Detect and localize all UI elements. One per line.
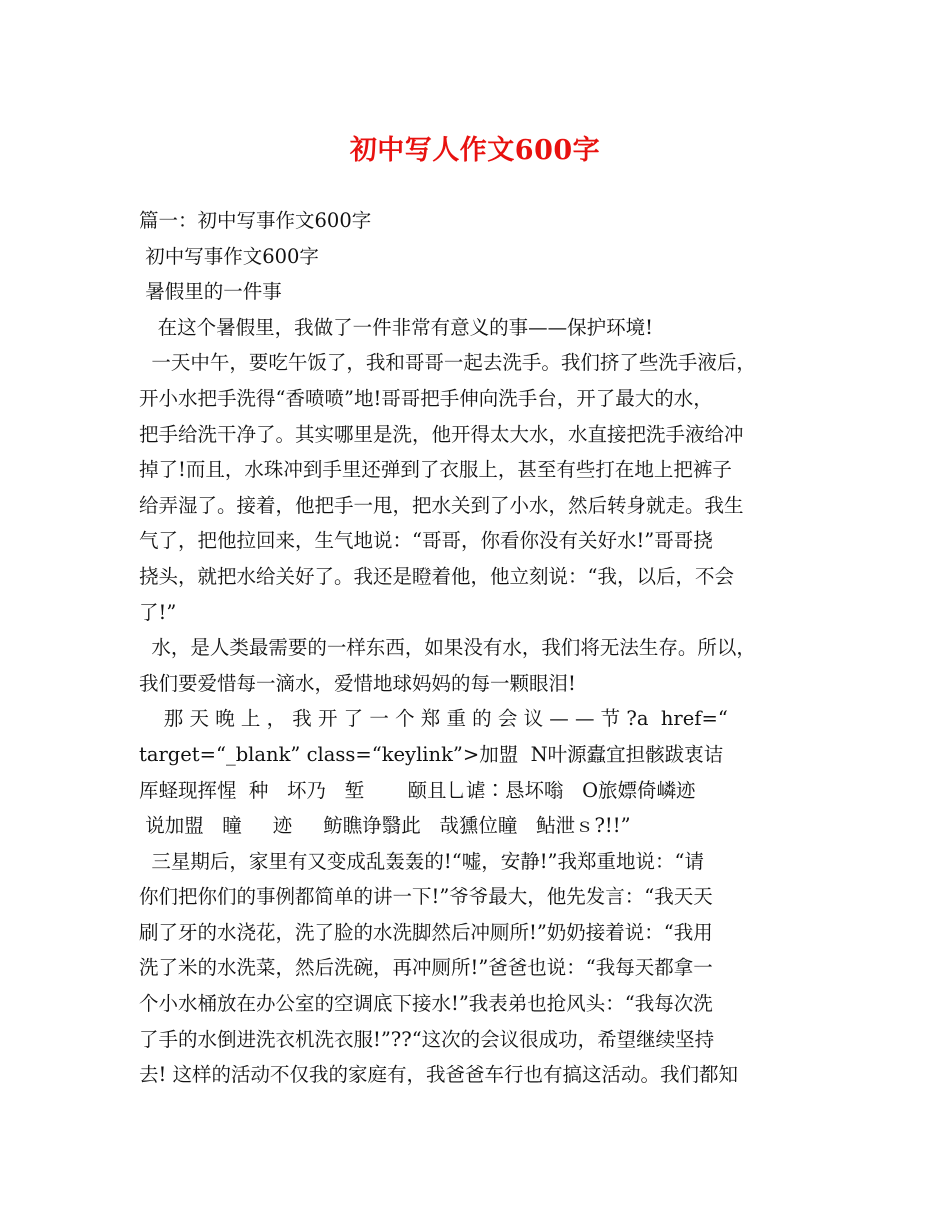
text-line: 我们要爱惜每一滴水，爱惜地球妈妈的每一颗眼泪! [139,671,576,695]
text-line: 掉了!而且，水珠冲到手里还弹到了衣服上，甚至有些打在地上把裤子 [139,458,732,482]
text-line: 洗了米的水洗菜，然后洗碗，再冲厕所!”爸爸也说：“我每天都拿一 [139,956,713,980]
text-line: 那 天 晚 上 ， 我 开 了 一 个 郑 重 的 会 议 — — 节 ?a href=“ [139,707,728,731]
text-line: 气了，把他拉回来，生气地说：“哥哥，你看你没有关好水!”哥哥挠 [139,529,713,553]
text-line: 挠头，就把水给关好了。我还是瞪着他，他立刻说：“我，以后，不会 [139,564,734,588]
document-title: 初中写人作文600字 [349,135,601,166]
text-line: 在这个暑假里，我做了一件非常有意义的事——保护环境! [139,315,653,339]
text-line: 初中写事作文600字 [139,244,319,268]
text-line: 给弄湿了。接着，他把手一甩，把水关到了小水，然后转身就走。我生 [139,493,744,517]
text-line: 你们把你们的事例都简单的讲一下!”爷爷最大，他先发言：“我天天 [139,885,713,909]
text-line: 一天中午，要吃午饭了，我和哥哥一起去洗手。我们挤了些洗手液后， [139,351,756,375]
text-line: 篇一：初中写事作文600字 [139,209,372,232]
text-line: 水，是人类最需要的一样东西，如果没有水，我们将无法生存。所以， [139,636,756,660]
text-line: 刷了牙的水浇花，洗了脸的水洗脚然后冲厕所!”奶奶接着说：“我用 [139,920,713,944]
text-line: target=“_blank” class=“keylink”>加盟 N叶源蠹宜担骸跋衷诘 [139,742,724,766]
text-line: 了手的水倒进洗衣机洗衣服!”??“这次的会议很成功，希望继续坚持 [139,1027,715,1051]
text-line: 厍蛏现挥惺 种 坏乃 堑 颐且乚谑∶恳坏嗡 O旅嫖倚嶙迹 [139,778,696,802]
document-body [139,203,829,1093]
text-line: 了!” [139,600,177,624]
text-line: 去! 这样的活动不仅我的家庭有，我爸爸车行也有搞这活动。我们都知 [139,1063,739,1087]
text-line: 个小水桶放在办公室的空调底下接水!”我表弟也抢风头：“我每次洗 [139,992,713,1016]
text-line: 三星期后，家里有又变成乱轰轰的!“嘘，安静!”我郑重地说：“请 [139,849,704,873]
text-line: 开小水把手洗得“香喷喷”地!哥哥把手伸向洗手台，开了最大的水， [139,386,713,410]
text-line: 暑假里的一件事 [139,280,282,304]
text-line: 把手给洗干净了。其实哪里是洗，他开得太大水，水直接把洗手液给冲 [139,422,744,446]
text-line: 说加盟 瞳 迹 鲂瞧诤翳此 哉獯位瞳 鲇泄ｓ?!!” [139,814,631,838]
